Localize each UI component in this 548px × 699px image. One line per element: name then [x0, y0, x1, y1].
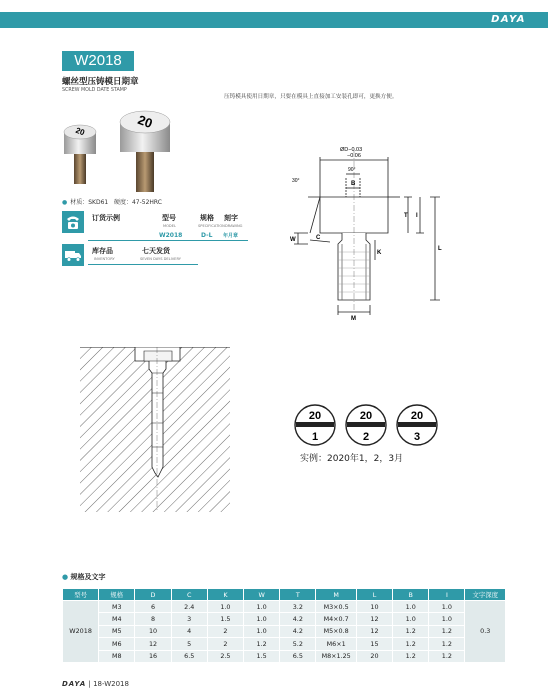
product-photo [60, 102, 190, 197]
example-stamp-2 [346, 405, 386, 445]
big-stamp-text: 20 [135, 112, 155, 132]
col-header: W [244, 589, 280, 601]
stamp-1-year: 20 [308, 410, 322, 422]
section-title-text: 规格及文字 [70, 573, 106, 581]
bullet-icon: ● [62, 199, 68, 206]
table-cell: 10 [356, 601, 392, 613]
table-cell: 1.0 [393, 601, 429, 613]
table-cell: 2 [207, 625, 243, 637]
table-cell: 1.5 [244, 650, 280, 662]
table-cell: M4 [99, 613, 135, 625]
col-header: M [316, 589, 356, 601]
footer-logo: DAYA [62, 680, 87, 688]
col-header: D [135, 589, 171, 601]
table-cell: 1.2 [393, 650, 429, 662]
section-title [62, 572, 106, 582]
material-line [62, 197, 162, 206]
table-cell: M6 [99, 638, 135, 650]
product-title: 螺丝型压铸模日期章 [62, 77, 139, 87]
table-cell: M5×0.8 [316, 625, 356, 637]
example-stamps [292, 402, 442, 448]
engrave-heading: 刻字 [224, 214, 238, 222]
product-intro: 压铸模具使用日期章，只要在模具上直接加工安装孔即可，更换方便。 [224, 94, 398, 100]
dim-i: I [416, 213, 418, 219]
example-stamp-3 [397, 405, 437, 445]
table-cell: 12 [356, 625, 392, 637]
top-bar [0, 12, 548, 28]
technical-drawing [280, 140, 445, 320]
dim-c: C [316, 235, 321, 241]
table-cell: 8 [135, 613, 171, 625]
dim-l: L [438, 246, 442, 252]
page-footer: DAYA | 18-W2018 [62, 680, 129, 688]
inventory-divider [88, 264, 198, 265]
table-cell: M5 [99, 625, 135, 637]
table-cell: 1.0 [244, 625, 280, 637]
inventory-title: 库存品 [92, 247, 113, 255]
model-badge: W2018 [62, 51, 134, 71]
table-row [63, 613, 506, 625]
spec-heading: 规格 [200, 214, 214, 222]
material-label: 材质：SKD61 [70, 199, 109, 206]
table-cell: 1.2 [244, 638, 280, 650]
dim-angle: 90° [348, 167, 356, 173]
table-cell: M3×0.5 [316, 601, 356, 613]
table-row [63, 625, 506, 637]
dim-chamfer: 30° [292, 178, 300, 184]
example-stamp-1 [295, 405, 335, 445]
table-cell: 15 [356, 638, 392, 650]
col-header: C [171, 589, 207, 601]
table-cell: 2 [207, 638, 243, 650]
col-header: 规格 [99, 589, 135, 601]
spec-table [62, 588, 506, 663]
col-header: K [207, 589, 243, 601]
stamp-2-month: 2 [362, 431, 370, 443]
table-cell: 3 [171, 613, 207, 625]
order-example [62, 211, 248, 267]
product-subtitle: SCREW MOLD DATE STAMP [62, 88, 127, 93]
stamp-1-month: 1 [311, 431, 319, 443]
table-cell: 1.2 [429, 650, 465, 662]
table-cell: 10 [135, 625, 171, 637]
page-number: 18-W2018 [93, 680, 129, 688]
table-cell: 1.2 [429, 638, 465, 650]
table-cell: M4×0.7 [316, 613, 356, 625]
table-cell: 5.2 [280, 638, 316, 650]
col-header: 文字深度 [465, 589, 506, 601]
table-cell: 1.0 [244, 613, 280, 625]
table-cell: 4 [171, 625, 207, 637]
bullet-icon: ● [62, 573, 69, 581]
inventory-title-en: INVENTORY [94, 257, 115, 261]
col-header: T [280, 589, 316, 601]
depth-cell: 0.3 [465, 601, 506, 663]
model-value: W2018 [159, 232, 183, 239]
table-cell: 16 [135, 650, 171, 662]
table-cell: 6.5 [171, 650, 207, 662]
small-stamp-text: 20 [74, 125, 86, 138]
model-heading-en: MODEL [163, 224, 176, 228]
hardness-label: 硬度：47-52HRC [113, 199, 162, 206]
dim-diameter: ØD−0.03 [340, 147, 363, 153]
table-cell: 12 [356, 613, 392, 625]
stamp-3-month: 3 [413, 431, 421, 443]
table-row [63, 650, 506, 662]
model-cell: W2018 [63, 601, 99, 663]
table-cell: 1.2 [393, 638, 429, 650]
table-cell: M3 [99, 601, 135, 613]
shipping-title: 七天发货 [142, 247, 170, 255]
table-cell: 1.0 [244, 601, 280, 613]
table-cell: M8 [99, 650, 135, 662]
table-cell: 6 [135, 601, 171, 613]
example-caption: 实例：2020年1，2，3月 [300, 454, 404, 464]
table-cell: 12 [135, 638, 171, 650]
order-divider [88, 240, 248, 241]
table-cell: 20 [356, 650, 392, 662]
col-header: B [393, 589, 429, 601]
model-heading: 型号 [162, 214, 176, 222]
table-cell: 1.0 [207, 601, 243, 613]
table-cell: 4.2 [280, 613, 316, 625]
truck-icon [62, 244, 84, 266]
dim-b: B [351, 181, 356, 187]
table-cell: 4.2 [280, 625, 316, 637]
table-row [63, 601, 506, 613]
order-title: 订货示例 [92, 214, 120, 222]
table-cell: M6×1 [316, 638, 356, 650]
table-cell: 1.0 [429, 613, 465, 625]
dim-k: K [377, 250, 382, 256]
table-cell: M8×1.25 [316, 650, 356, 662]
install-section [80, 347, 230, 512]
table-cell: 6.5 [280, 650, 316, 662]
table-cell: 2.4 [171, 601, 207, 613]
col-header: I [429, 589, 465, 601]
dim-t: T [404, 213, 408, 219]
col-header: 型号 [63, 589, 99, 601]
table-cell: 1.2 [429, 625, 465, 637]
table-cell: 1.5 [207, 613, 243, 625]
table-cell: 1.2 [393, 625, 429, 637]
table-cell: 1.0 [429, 601, 465, 613]
table-row [63, 638, 506, 650]
stamp-3-year: 20 [410, 410, 424, 422]
col-header: L [356, 589, 392, 601]
dim-w: W [290, 237, 296, 243]
brand-logo: DAYA [491, 14, 526, 25]
shipping-title-en: SEVEN DAYS DELIVERY [140, 257, 181, 261]
engrave-value: 年月章 [223, 233, 239, 239]
engrave-heading-en: DRAWING [225, 224, 243, 228]
spec-value: D-L [201, 232, 213, 239]
phone-icon [62, 211, 84, 233]
stamp-2-year: 20 [359, 410, 373, 422]
table-cell: 3.2 [280, 601, 316, 613]
table-cell: 1.0 [393, 613, 429, 625]
table-cell: 2.5 [207, 650, 243, 662]
dim-diameter-lower: −0.06 [347, 153, 361, 159]
table-header-row [63, 589, 506, 601]
table-cell: 5 [171, 638, 207, 650]
dim-m: M [351, 316, 356, 320]
spec-heading-en: SPECIFICATION [198, 224, 225, 228]
